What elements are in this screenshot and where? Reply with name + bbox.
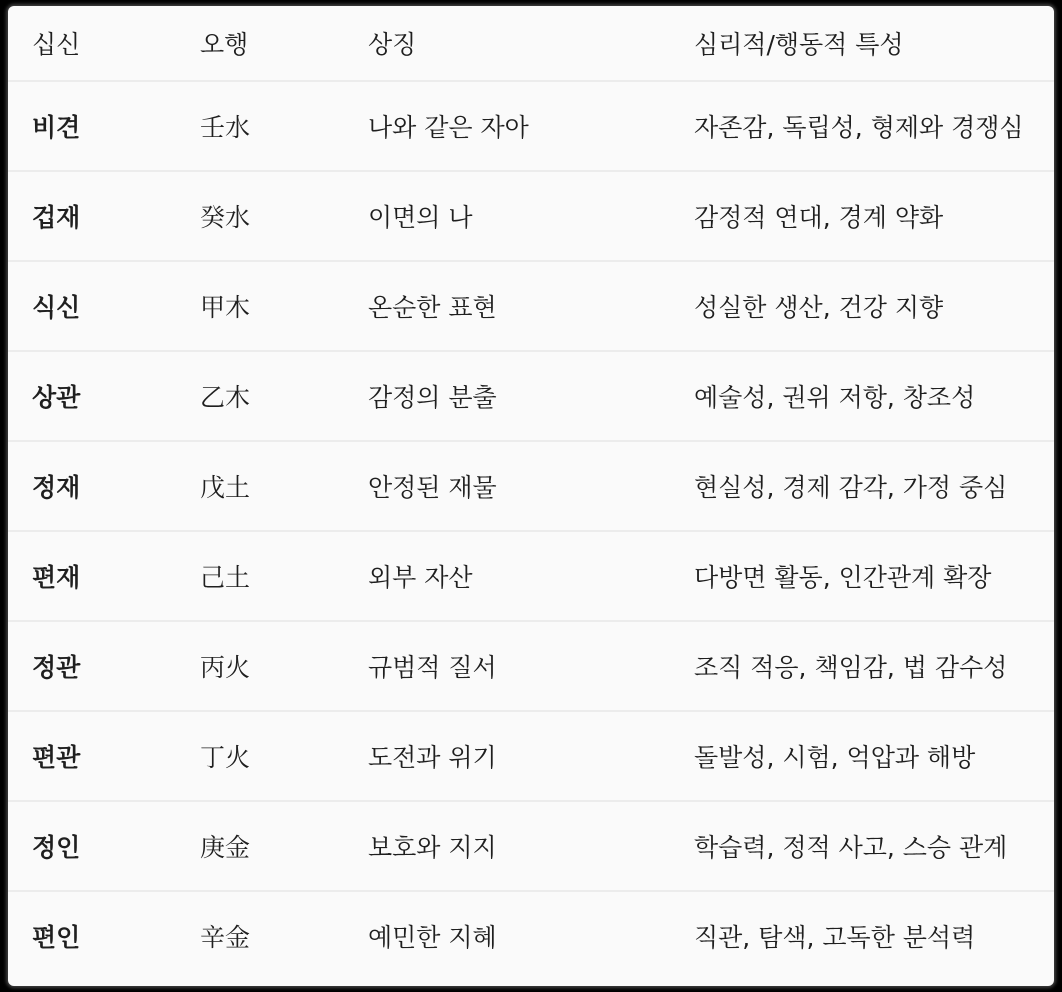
cell-sipsin: 정관 <box>8 621 200 711</box>
cell-ohaeng: 壬水 <box>200 81 368 171</box>
cell-sipsin: 편관 <box>8 711 200 801</box>
cell-symbol: 온순한 표현 <box>368 261 694 351</box>
table-header-row <box>8 6 1054 81</box>
cell-sipsin: 상관 <box>8 351 200 441</box>
table-row <box>8 351 1054 441</box>
header-sipsin: 십신 <box>8 6 200 81</box>
cell-sipsin: 편인 <box>32 923 81 952</box>
table-row <box>8 621 1054 711</box>
cell-traits: 자존감, 독립성, 형제와 경쟁심 <box>694 81 1054 171</box>
cell-ohaeng: 癸水 <box>200 171 368 261</box>
header-ohaeng: 오행 <box>200 6 368 81</box>
cell-traits: 직관, 탐색, 고독한 분석력 <box>694 923 976 952</box>
cell-sipsin: 비견 <box>8 81 200 171</box>
cell-symbol: 나와 같은 자아 <box>368 81 694 171</box>
sipsin-table <box>8 6 1054 980</box>
cell-ohaeng: 乙木 <box>200 351 368 441</box>
table-row <box>8 891 1054 980</box>
table-row <box>8 441 1054 531</box>
table-row <box>8 81 1054 171</box>
cell-symbol: 예민한 지혜 <box>368 923 497 952</box>
cell-ohaeng: 辛金 <box>200 923 251 952</box>
cell-sipsin: 편재 <box>8 531 200 621</box>
cell-traits: 성실한 생산, 건강 지향 <box>694 261 1054 351</box>
table-container <box>8 6 1054 986</box>
cell-symbol: 도전과 위기 <box>368 711 694 801</box>
table-row <box>8 531 1054 621</box>
cell-sipsin: 정인 <box>8 801 200 891</box>
table-row <box>8 801 1054 891</box>
cell-symbol: 규범적 질서 <box>368 621 694 711</box>
cell-traits: 현실성, 경제 감각, 가정 중심 <box>694 441 1054 531</box>
cell-traits: 학습력, 정적 사고, 스승 관계 <box>694 801 1054 891</box>
cell-sipsin: 식신 <box>8 261 200 351</box>
cell-ohaeng: 己土 <box>200 531 368 621</box>
cell-traits: 예술성, 권위 저항, 창조성 <box>694 351 1054 441</box>
cell-ohaeng: 丙火 <box>200 621 368 711</box>
table-row <box>8 261 1054 351</box>
cell-traits: 감정적 연대, 경계 약화 <box>694 171 1054 261</box>
header-symbol: 상징 <box>368 6 694 81</box>
cell-symbol: 감정의 분출 <box>368 351 694 441</box>
header-traits: 심리적/행동적 특성 <box>694 6 1054 81</box>
cell-ohaeng: 庚金 <box>200 801 368 891</box>
cell-symbol: 외부 자산 <box>368 531 694 621</box>
cell-sipsin: 겁재 <box>8 171 200 261</box>
cell-traits: 조직 적응, 책임감, 법 감수성 <box>694 621 1054 711</box>
cell-symbol: 안정된 재물 <box>368 441 694 531</box>
cell-symbol: 보호와 지지 <box>368 801 694 891</box>
cell-ohaeng: 戊土 <box>200 441 368 531</box>
cell-traits: 다방면 활동, 인간관계 확장 <box>694 531 1054 621</box>
table-row <box>8 171 1054 261</box>
cell-ohaeng: 甲木 <box>200 261 368 351</box>
cell-symbol: 이면의 나 <box>368 171 694 261</box>
cell-sipsin: 정재 <box>8 441 200 531</box>
table-row <box>8 711 1054 801</box>
cell-traits: 돌발성, 시험, 억압과 해방 <box>694 711 1054 801</box>
cell-ohaeng: 丁火 <box>200 711 368 801</box>
